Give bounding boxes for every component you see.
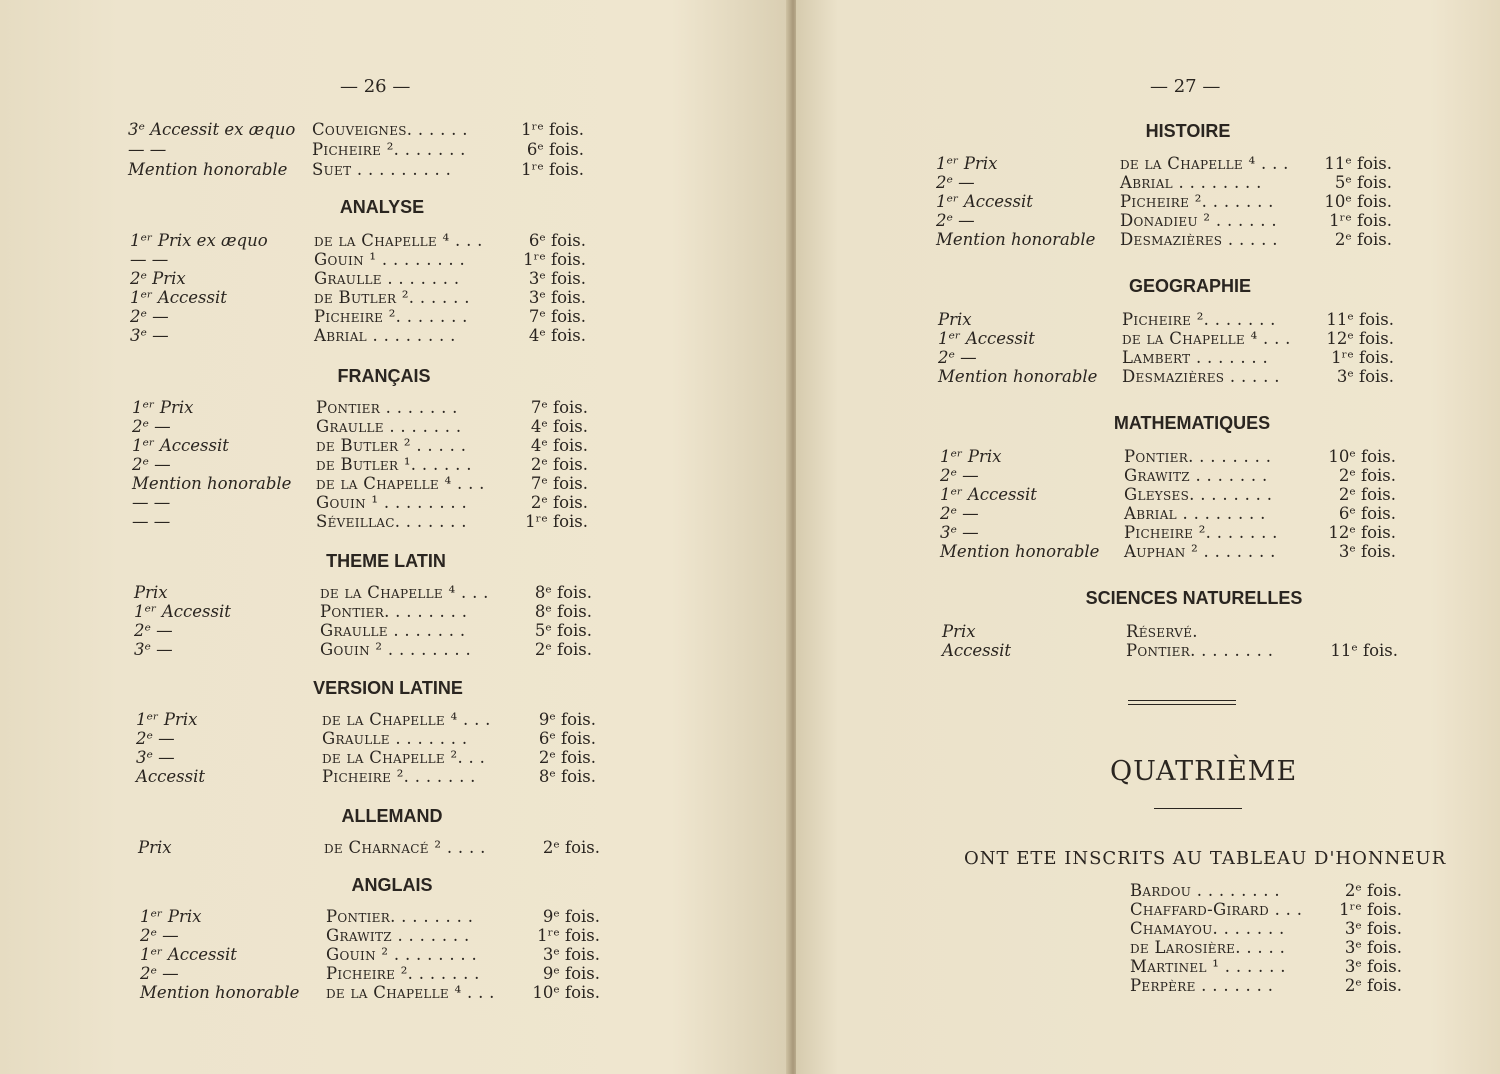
award-row xyxy=(130,288,586,307)
award-row xyxy=(1130,938,1402,957)
student-name: Graulle . . . . . . . xyxy=(316,417,462,436)
award-row xyxy=(936,154,1392,173)
student-name: de Charnacé ² . . . . xyxy=(324,838,486,857)
award-label: 3ᵉ — xyxy=(134,640,173,659)
award-label: 2ᵉ — xyxy=(134,621,173,640)
award-row xyxy=(938,367,1394,386)
award-label: 1ᵉʳ Accessit xyxy=(938,329,1035,348)
award-row xyxy=(940,485,1396,504)
section-title: THEME LATIN xyxy=(326,551,446,571)
times-count: 1ʳᵉ fois. xyxy=(521,120,584,139)
times-count: 3ᵉ fois. xyxy=(1344,938,1402,957)
award-row xyxy=(1130,957,1402,976)
award-row xyxy=(132,512,588,531)
student-name: Perpère . . . . . . . xyxy=(1130,976,1274,995)
student-name: Chaffard-Girard . . . xyxy=(1130,900,1303,919)
award-row xyxy=(130,326,586,345)
student-name: de la Chapelle ⁴ . . . xyxy=(1122,329,1291,348)
award-label: 2ᵉ — xyxy=(132,455,171,474)
award-row xyxy=(136,710,596,729)
times-count: 5ᵉ fois. xyxy=(1334,173,1392,192)
award-row xyxy=(134,602,592,621)
award-label: 1ᵉʳ Prix ex æquo xyxy=(130,231,268,250)
award-label: 1ᵉʳ Accessit xyxy=(134,602,231,621)
award-label: 1ᵉʳ Accessit xyxy=(940,485,1037,504)
award-row xyxy=(936,230,1392,249)
award-label: Prix xyxy=(942,622,976,641)
student-name: de Larosière. . . . . xyxy=(1130,938,1286,957)
award-row xyxy=(130,250,586,269)
award-row xyxy=(140,964,600,983)
class-title: QUATRIÈME xyxy=(1110,756,1298,787)
times-count: 3ᵉ fois. xyxy=(1336,367,1394,386)
award-label: Accessit xyxy=(136,767,206,786)
award-row xyxy=(938,310,1394,329)
award-label: 3ᵉ — xyxy=(130,326,169,345)
award-row xyxy=(136,748,596,767)
award-label: 2ᵉ — xyxy=(140,964,179,983)
student-name: de Butler ². . . . . . xyxy=(314,288,470,307)
times-count: 1ʳᵉ fois. xyxy=(1331,348,1394,367)
award-row xyxy=(136,729,596,748)
award-row xyxy=(132,493,588,512)
award-label: 2ᵉ — xyxy=(940,504,979,523)
times-count: 6ᵉ fois. xyxy=(538,729,596,748)
student-name: de Butler ² . . . . . xyxy=(316,436,467,455)
student-name: de la Chapelle ⁴ . . . xyxy=(1120,154,1289,173)
award-label: 1ᵉʳ Prix xyxy=(940,447,1002,466)
student-name: de la Chapelle ². . . xyxy=(322,748,486,767)
award-label: 3ᵉ Accessit ex æquo xyxy=(128,120,296,139)
student-name: Donadieu ² . . . . . . xyxy=(1120,211,1277,230)
student-name: Martinel ¹ . . . . . . xyxy=(1130,957,1286,976)
times-count: 7ᵉ fois. xyxy=(530,474,588,493)
times-count: 3ᵉ fois. xyxy=(528,288,586,307)
award-label: Prix xyxy=(138,838,172,857)
section-title: VERSION LATINE xyxy=(313,678,463,698)
section-title: ANALYSE xyxy=(339,197,425,217)
award-label: Mention honorable xyxy=(940,542,1100,561)
times-count: 2ᵉ fois. xyxy=(538,748,596,767)
times-count: 2ᵉ fois. xyxy=(1344,976,1402,995)
award-row xyxy=(134,621,592,640)
times-count: 5ᵉ fois. xyxy=(534,621,592,640)
student-name: de la Chapelle ⁴ . . . xyxy=(320,583,489,602)
times-count: 4ᵉ fois. xyxy=(530,417,588,436)
award-row xyxy=(136,767,596,786)
award-label: Mention honorable xyxy=(936,230,1096,249)
student-name: Pontier. . . . . . . . xyxy=(320,602,468,621)
times-count: 11ᵉ fois. xyxy=(1330,641,1398,660)
award-label: — — xyxy=(128,140,167,159)
honor-heading: ONT ETE INSCRITS AU TABLEAU D'HONNEUR xyxy=(964,848,1447,869)
award-row xyxy=(936,173,1392,192)
student-name: Gouin ² . . . . . . . . xyxy=(326,945,478,964)
student-name: Couveignes. . . . . . xyxy=(312,120,468,139)
student-name: Réservé. xyxy=(1126,622,1198,641)
award-row xyxy=(132,474,588,493)
right-page xyxy=(796,0,1500,1074)
times-count: 8ᵉ fois. xyxy=(534,583,592,602)
section-title: ALLEMAND xyxy=(341,806,443,826)
award-label: 3ᵉ — xyxy=(136,748,175,767)
award-row xyxy=(940,447,1396,466)
student-name: Pontier. . . . . . . . xyxy=(326,907,474,926)
section-title: GEOGRAPHIE xyxy=(1128,276,1252,296)
times-count: 6ᵉ fois. xyxy=(528,231,586,250)
times-count: 1ʳᵉ fois. xyxy=(1329,211,1392,230)
award-label: 1ᵉʳ Accessit xyxy=(936,192,1033,211)
award-label: 3ᵉ — xyxy=(940,523,979,542)
times-count: 2ᵉ fois. xyxy=(530,455,588,474)
award-row xyxy=(128,160,584,179)
student-name: Graulle . . . . . . . xyxy=(322,729,468,748)
award-row xyxy=(938,329,1394,348)
student-name: Bardou . . . . . . . . xyxy=(1130,881,1280,900)
times-count: 3ᵉ fois. xyxy=(528,269,586,288)
award-label: Prix xyxy=(134,583,168,602)
times-count: 12ᵉ fois. xyxy=(1328,523,1396,542)
student-name: Gouin ² . . . . . . . . xyxy=(320,640,472,659)
award-label: 1ᵉʳ Accessit xyxy=(130,288,227,307)
award-label: 2ᵉ — xyxy=(140,926,179,945)
award-row xyxy=(940,523,1396,542)
award-row xyxy=(938,348,1394,367)
student-name: Picheire ². . . . . . . xyxy=(312,140,466,159)
award-label: — — xyxy=(132,512,171,531)
student-name: de la Chapelle ⁴ . . . xyxy=(316,474,485,493)
times-count: 8ᵉ fois. xyxy=(534,602,592,621)
times-count: 3ᵉ fois. xyxy=(542,945,600,964)
section-title: SCIENCES NATURELLES xyxy=(1085,588,1303,608)
times-count: 10ᵉ fois. xyxy=(532,983,600,1002)
student-name: Suet . . . . . . . . . xyxy=(312,160,452,179)
student-name: Abrial . . . . . . . . xyxy=(1124,504,1266,523)
student-name: de Butler ¹. . . . . . xyxy=(316,455,472,474)
award-label: Mention honorable xyxy=(132,474,292,493)
times-count: 2ᵉ fois. xyxy=(1338,466,1396,485)
section-title: ANGLAIS xyxy=(351,875,433,895)
page-number: — 27 — xyxy=(1150,76,1221,97)
times-count: 1ʳᵉ fois. xyxy=(521,160,584,179)
times-count: 2ᵉ fois. xyxy=(534,640,592,659)
student-name: Picheire ². . . . . . . xyxy=(314,307,468,326)
award-label: 2ᵉ — xyxy=(130,307,169,326)
award-row xyxy=(1130,919,1402,938)
times-count: 12ᵉ fois. xyxy=(1326,329,1394,348)
student-name: Picheire ². . . . . . . xyxy=(326,964,480,983)
award-row xyxy=(140,926,600,945)
times-count: 7ᵉ fois. xyxy=(530,398,588,417)
student-name: Lambert . . . . . . . xyxy=(1122,348,1269,367)
times-count: 1ʳᵉ fois. xyxy=(525,512,588,531)
award-row xyxy=(936,211,1392,230)
award-label: Prix xyxy=(938,310,972,329)
award-row xyxy=(134,640,592,659)
times-count: 10ᵉ fois. xyxy=(1324,192,1392,211)
award-row xyxy=(138,838,600,857)
title-underline xyxy=(1154,808,1242,809)
award-label: 2ᵉ Prix xyxy=(130,269,186,288)
student-name: Abrial . . . . . . . . xyxy=(1120,173,1262,192)
student-name: Graulle . . . . . . . xyxy=(314,269,460,288)
award-row xyxy=(132,398,588,417)
student-name: Desmazières . . . . . xyxy=(1122,367,1280,386)
student-name: Picheire ². . . . . . . xyxy=(1122,310,1276,329)
award-label: 2ᵉ — xyxy=(938,348,977,367)
student-name: Pontier. . . . . . . . xyxy=(1126,641,1274,660)
times-count: 9ᵉ fois. xyxy=(538,710,596,729)
award-row xyxy=(936,192,1392,211)
times-count: 4ᵉ fois. xyxy=(528,326,586,345)
section-title: FRANÇAIS xyxy=(337,366,431,386)
award-label: 2ᵉ — xyxy=(132,417,171,436)
times-count: 9ᵉ fois. xyxy=(542,907,600,926)
student-name: Grawitz . . . . . . . xyxy=(326,926,470,945)
award-label: 1ᵉʳ Prix xyxy=(136,710,198,729)
award-label: — — xyxy=(130,250,169,269)
times-count: 2ᵉ fois. xyxy=(1334,230,1392,249)
award-label: 2ᵉ — xyxy=(936,173,975,192)
times-count: 2ᵉ fois. xyxy=(530,493,588,512)
times-count: 2ᵉ fois. xyxy=(1344,881,1402,900)
award-row xyxy=(940,504,1396,523)
page-number: — 26 — xyxy=(340,76,411,97)
times-count: 1ʳᵉ fois. xyxy=(523,250,586,269)
student-name: Auphan ² . . . . . . . xyxy=(1124,542,1276,561)
times-count: 1ʳᵉ fois. xyxy=(1339,900,1402,919)
student-name: Desmazières . . . . . xyxy=(1120,230,1278,249)
award-label: Mention honorable xyxy=(140,983,300,1002)
award-row xyxy=(130,307,586,326)
student-name: Abrial . . . . . . . . xyxy=(314,326,456,345)
student-name: Séveillac. . . . . . . xyxy=(316,512,467,531)
award-label: Accessit xyxy=(942,641,1012,660)
award-row xyxy=(132,436,588,455)
times-count: 7ᵉ fois. xyxy=(528,307,586,326)
award-label: 1ᵉʳ Prix xyxy=(936,154,998,173)
award-row xyxy=(140,945,600,964)
times-count: 9ᵉ fois. xyxy=(542,964,600,983)
student-name: Chamayou. . . . . . . xyxy=(1130,919,1285,938)
award-label: 2ᵉ — xyxy=(936,211,975,230)
award-row xyxy=(942,641,1398,660)
times-count: 2ᵉ fois. xyxy=(1338,485,1396,504)
award-label: 2ᵉ — xyxy=(940,466,979,485)
award-row xyxy=(132,455,588,474)
student-name: Pontier . . . . . . . xyxy=(316,398,458,417)
student-name: Grawitz . . . . . . . xyxy=(1124,466,1268,485)
award-row xyxy=(130,269,586,288)
section-title: HISTOIRE xyxy=(1145,121,1231,141)
student-name: Gleyses. . . . . . . . xyxy=(1124,485,1273,504)
times-count: 3ᵉ fois. xyxy=(1338,542,1396,561)
double-divider xyxy=(1128,700,1236,705)
times-count: 11ᵉ fois. xyxy=(1324,154,1392,173)
award-row xyxy=(940,466,1396,485)
student-name: Gouin ¹ . . . . . . . . xyxy=(316,493,468,512)
times-count: 2ᵉ fois. xyxy=(542,838,600,857)
award-label: Mention honorable xyxy=(938,367,1098,386)
award-row xyxy=(140,907,600,926)
section-title: MATHEMATIQUES xyxy=(1113,413,1271,433)
award-row xyxy=(1130,881,1402,900)
times-count: 6ᵉ fois. xyxy=(1338,504,1396,523)
student-name: de la Chapelle ⁴ . . . xyxy=(322,710,491,729)
times-count: 11ᵉ fois. xyxy=(1326,310,1394,329)
award-row xyxy=(940,542,1396,561)
student-name: de la Chapelle ⁴ . . . xyxy=(314,231,483,250)
award-row xyxy=(1130,976,1402,995)
award-row xyxy=(128,120,584,139)
times-count: 10ᵉ fois. xyxy=(1328,447,1396,466)
student-name: de la Chapelle ⁴ . . . xyxy=(326,983,495,1002)
award-label: Mention honorable xyxy=(128,160,288,179)
times-count: 3ᵉ fois. xyxy=(1344,919,1402,938)
times-count: 4ᵉ fois. xyxy=(530,436,588,455)
times-count: 6ᵉ fois. xyxy=(526,140,584,159)
award-row xyxy=(942,622,1398,641)
student-name: Gouin ¹ . . . . . . . . xyxy=(314,250,466,269)
award-label: 2ᵉ — xyxy=(136,729,175,748)
student-name: Pontier. . . . . . . . xyxy=(1124,447,1272,466)
award-row xyxy=(134,583,592,602)
student-name: Graulle . . . . . . . xyxy=(320,621,466,640)
award-label: 1ᵉʳ Accessit xyxy=(132,436,229,455)
award-label: 1ᵉʳ Prix xyxy=(132,398,194,417)
award-row xyxy=(1130,900,1402,919)
award-row xyxy=(130,231,586,250)
times-count: 1ʳᵉ fois. xyxy=(537,926,600,945)
student-name: Picheire ². . . . . . . xyxy=(1120,192,1274,211)
award-row xyxy=(132,417,588,436)
student-name: Picheire ². . . . . . . xyxy=(322,767,476,786)
times-count: 3ᵉ fois. xyxy=(1344,957,1402,976)
award-label: — — xyxy=(132,493,171,512)
award-label: 1ᵉʳ Prix xyxy=(140,907,202,926)
award-label: 1ᵉʳ Accessit xyxy=(140,945,237,964)
award-row xyxy=(140,983,600,1002)
times-count: 8ᵉ fois. xyxy=(538,767,596,786)
award-row xyxy=(128,140,584,159)
student-name: Picheire ². . . . . . . xyxy=(1124,523,1278,542)
